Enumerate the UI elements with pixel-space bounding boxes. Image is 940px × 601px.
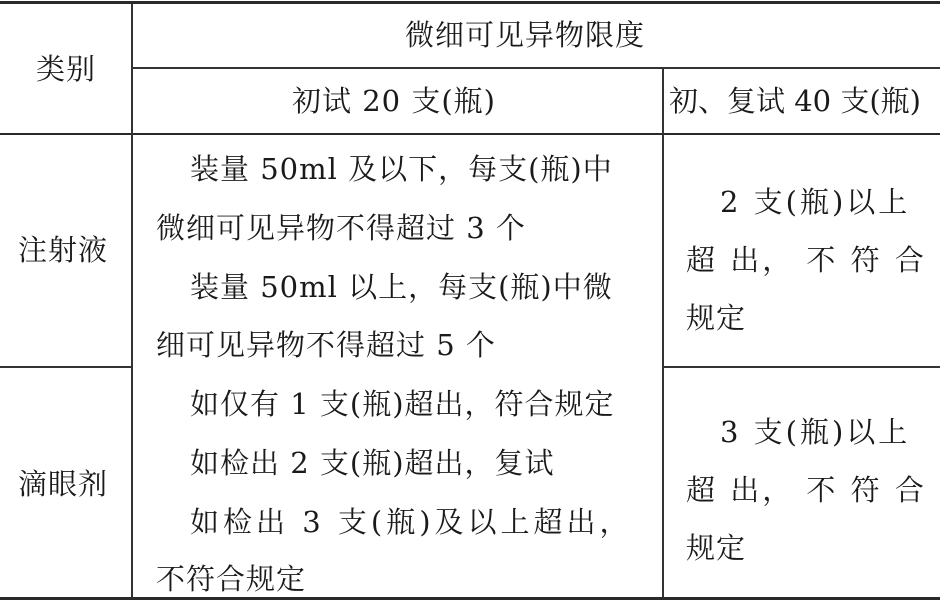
- row-divider-retest: [663, 366, 940, 368]
- category-column-divider: [131, 4, 133, 597]
- header-col-retest: 初、复试 40 支(瓶): [669, 84, 921, 118]
- row-eye-drops-initial-line: 如检出 3 支(瓶)及以上超出，: [190, 505, 633, 539]
- table-top-border: [0, 1, 940, 4]
- retest-column-divider: [662, 68, 664, 597]
- row-eye-drops-initial-line: 如检出 2 支(瓶)超出，复试: [190, 446, 555, 480]
- row-eye-drops-initial-line: 不符合规定: [156, 562, 307, 596]
- row-injection-initial-line: 装量 50ml 及以下，每支(瓶)中: [190, 152, 613, 186]
- header-limit-title: 微细可见异物限度: [405, 18, 646, 52]
- row-category-injection: 注射液: [18, 233, 109, 267]
- row-eye-drops-retest-line: 3 支(瓶)以上: [720, 415, 911, 449]
- row-category-eye-drops: 滴眼剂: [18, 467, 109, 501]
- header-bottom-border: [0, 133, 940, 135]
- header-col-initial: 初试 20 支(瓶): [292, 84, 496, 118]
- table-bottom-border: [0, 597, 940, 600]
- row-injection-initial-line: 装量 50ml 以上，每支(瓶)中微: [190, 270, 613, 304]
- header-category: 类别: [36, 52, 97, 86]
- row-injection-retest-line: 超 出， 不 符 合: [686, 243, 927, 277]
- row-divider-category: [0, 366, 132, 368]
- row-injection-initial-line: 微细可见异物不得超过 3 个: [156, 211, 526, 245]
- row-eye-drops-retest-line: 规定: [686, 531, 747, 565]
- row-injection-initial-line: 细可见异物不得超过 5 个: [156, 328, 496, 362]
- row-injection-retest-line: 2 支(瓶)以上: [720, 185, 911, 219]
- header-divider: [132, 67, 940, 69]
- row-eye-drops-initial-line: 如仅有 1 支(瓶)超出，符合规定: [190, 387, 615, 421]
- row-eye-drops-retest-line: 超 出， 不 符 合: [686, 473, 927, 507]
- row-injection-retest-line: 规定: [686, 301, 747, 335]
